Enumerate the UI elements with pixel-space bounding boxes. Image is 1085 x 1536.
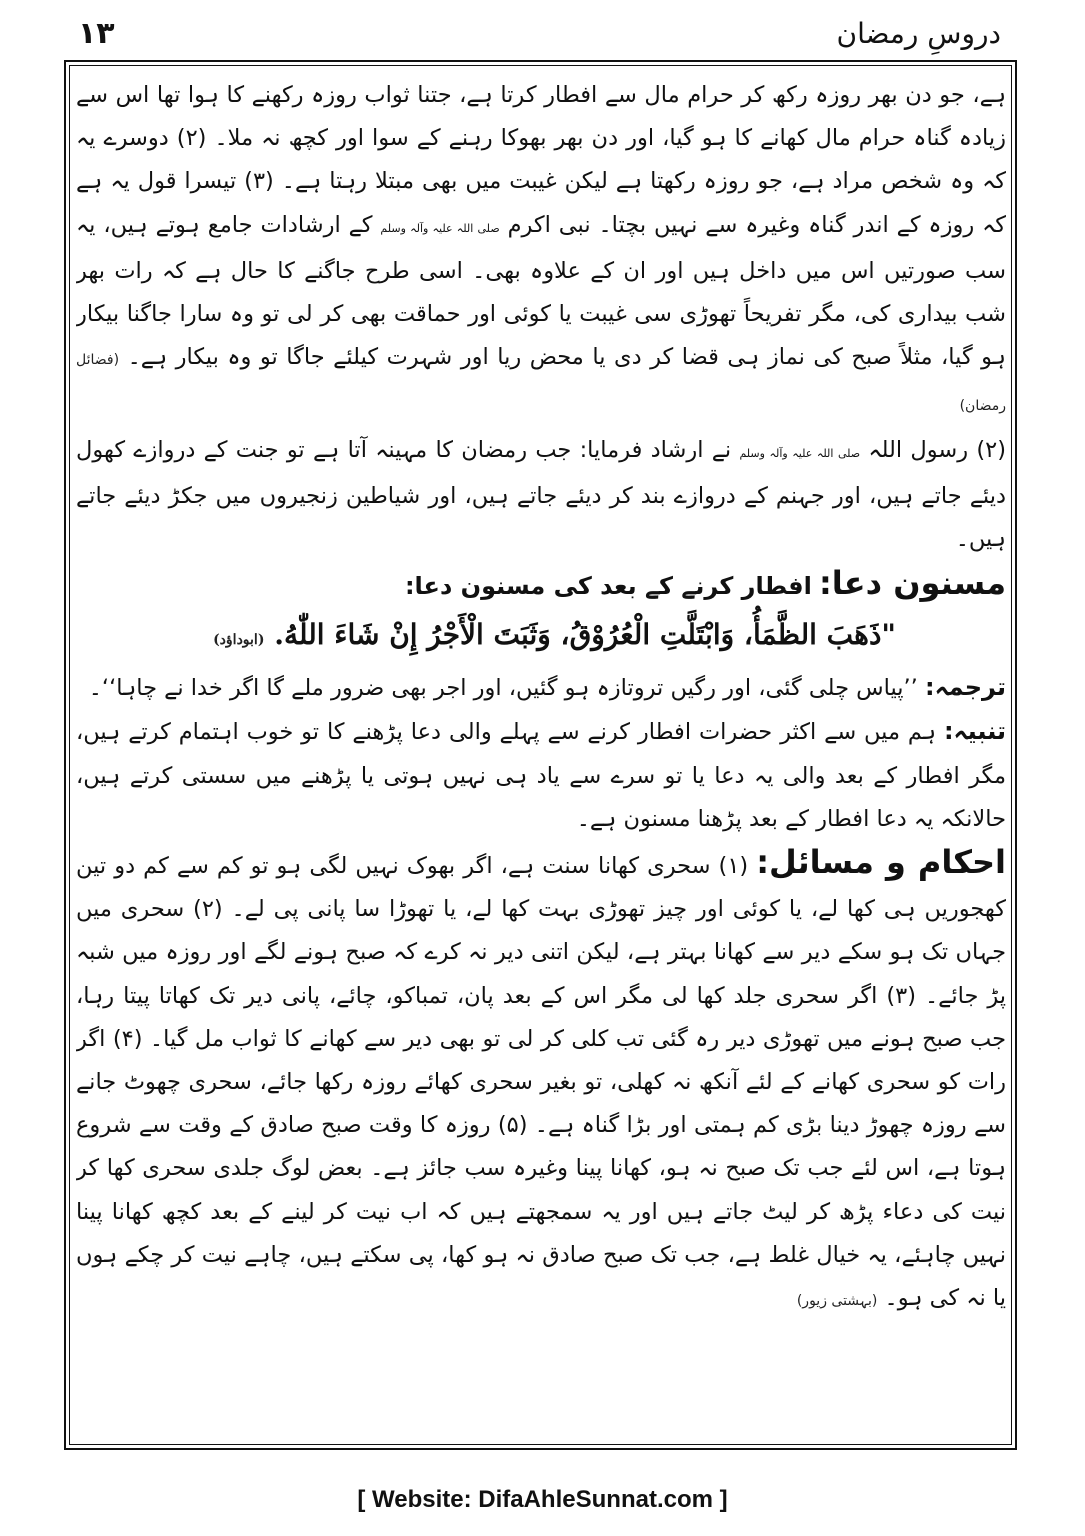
- ahkam-text: (۱) سحری کھانا سنت ہے، اگر بھوک نہیں لگی ہو تو کم سے کم دو تین کھجوریں ہی کھا لے، یا کوئی اور چیز تھوڑی بہت کھا لے، یا تھوڑا سا پانی پی لے۔ (۲) سحری میں جہاں تک ہو سکے دیر سے کھانا بہتر ہے، لیکن اتنی دیر نہ کرے کہ صبح ہونے لگے اور روزہ میں شبہ پڑ جائے۔ (۳) اگر سحری جلد کھا لی مگر اس کے بعد پان، تمباکو، چائے، پانی دیر تک کھاتا پیتا رہا، جب صبح ہونے میں تھوڑی دیر رہ گئی تب کلی کر لی تو بھی دیر سے کھانے کا ثواب مل گیا۔ (۴) اگر رات کو سحری کھانے کے لئے آنکھ نہ کھلی، تو بغیر سحری کھائے روزہ رکھا جائے، سحری چھوٹ جانے سے روزہ چھوڑ دینا بڑی کم ہمتی اور بڑا گناہ ہے۔ (۵) روزہ کا وقت صبح صادق کے وقت سے شروع ہوتا ہے، اس لئے جب تک صبح نہ ہو، کھانا پینا وغیرہ سب جائز ہے۔ بعض لوگ جلدی سحری کھا کر نیت کی دعاء پڑھ کر لیٹ جاتے ہیں اور یہ سمجھتے ہیں کہ اب نیت کر لینے کے بعد کچھ کھانا پینا نہیں چاہئے، یہ خیال غلط ہے، جب تک صبح صادق نہ ہو کھا، پی سکتے ہیں، چاہے نیت کر چکے ہوں یا نہ کی ہو۔: [76, 853, 1006, 1312]
- page-content: [76, 74, 1006, 1444]
- dua-heading-row: [76, 561, 1006, 609]
- dua-heading: مسنون دعا:: [818, 564, 1006, 603]
- website-footer: [ Website: DifaAhleSunnat.com ]: [357, 1486, 728, 1513]
- salawat-1: صلی اللہ علیہ وآلہ وسلم: [380, 221, 500, 235]
- paragraph-2-number: (۲): [976, 436, 1006, 463]
- translation-text: ’’پیاس چلی گئی، اور رگیں تروتازہ ہو گئیں، اور اجر بھی ضرور ملے گا اگر خدا نے چاہا‘‘۔: [88, 675, 918, 702]
- page-number: ۱۳: [78, 16, 115, 51]
- dua-subheading: افطار کرنے کے بعد کی مسنون دعا:: [404, 572, 812, 601]
- paragraph-2-text: نے ارشاد فرمایا: جب رمضان کا مہینہ آتا ہے تو جنت کے دروازے کھول دیئے جاتے ہیں، اور جہنم کے دروازے بند کر دیئے جاتے ہیں، اور شیاطین زنجیروں میں جکڑ دیئے جاتے ہیں۔: [76, 436, 1006, 553]
- warning-text: ہم میں سے اکثر حضرات افطار کرنے سے پہلے والی دعا پڑھنے کا تو خوب اہتمام کرتے ہیں، مگر افطار کے بعد والی یہ دعا یا تو سرے سے یاد ہی نہیں ہوتی یا پڑھنے میں سستی کرتے ہیں، حالانکہ یہ دعا افطار کے بعد پڑھنا مسنون ہے۔: [76, 719, 1006, 832]
- paragraph-2-lead: رسول اللہ: [868, 436, 969, 463]
- paragraph-2: [76, 429, 1006, 562]
- arabic-dua: [76, 609, 1006, 666]
- reference-abu-dawud: (ابوداؤد): [213, 632, 265, 649]
- paragraph-1: [76, 74, 1006, 429]
- salawat-2: صلی اللہ علیہ وآلہ وسلم: [739, 446, 861, 460]
- ahkam-heading: احکام و مسائل:: [756, 843, 1006, 882]
- ahkam-paragraph: [76, 841, 1006, 1323]
- paragraph-1-continued: کے ارشادات جامع ہوتے ہیں، یہ سب صورتیں اس میں داخل ہیں اور ان کے علاوہ بھی۔ اسی طرح جاگنے کا حال ہے کہ رات بھر شب بیداری کی، مگر تفریحاً تھوڑی سی غیبت یا کوئی اور حماقت بھی کر لی تو وہ سارا جاگنا بیکار ہو گیا، مثلاً صبح کی نماز ہی قضا کر دی یا محض ریا اور شہرت کیلئے جاگا تو وہ بیکار ہے۔: [76, 211, 1006, 371]
- warning-note: [76, 710, 1006, 841]
- reference-fazail-ramazan: (فضائل رمضان): [76, 352, 1006, 415]
- reference-bahishti-zewar: (بہشتی زیور): [796, 1293, 878, 1310]
- arabic-dua-text: "ذَهَبَ الظَّمَأُ، وَابْتَلَّتِ الْعُرُوْقُ، وَثَبَتَ الْأَجْرُ إِنْ شَاءَ اللّٰهُ.: [274, 618, 896, 652]
- paragraph-1-text: ہے، جو دن بھر روزہ رکھ کر حرام مال سے افطار کرتا ہے، جتنا ثواب روزہ رکھنے کا ہوا تھا اس سے زیادہ گناہ حرام مال کھانے کا ہو گیا، اور دن بھر بھوکا رہنے کے سوا اور کچھ نہ ملا۔ (۲) دوسرے یہ کہ وہ شخص مراد ہے، جو روزہ رکھتا ہے لیکن غیبت میں بھی مبتلا رہتا ہے۔ (۳) تیسرا قول یہ ہے کہ روزہ کے اندر گناہ وغیرہ سے نہیں بچتا۔ نبی اکرم: [76, 82, 1006, 238]
- translation-label: ترجمہ:: [925, 673, 1006, 702]
- warning-label: تنبیہ:: [943, 717, 1006, 746]
- translation: [76, 666, 1006, 710]
- book-title: دروسِ رمضان: [836, 17, 1001, 50]
